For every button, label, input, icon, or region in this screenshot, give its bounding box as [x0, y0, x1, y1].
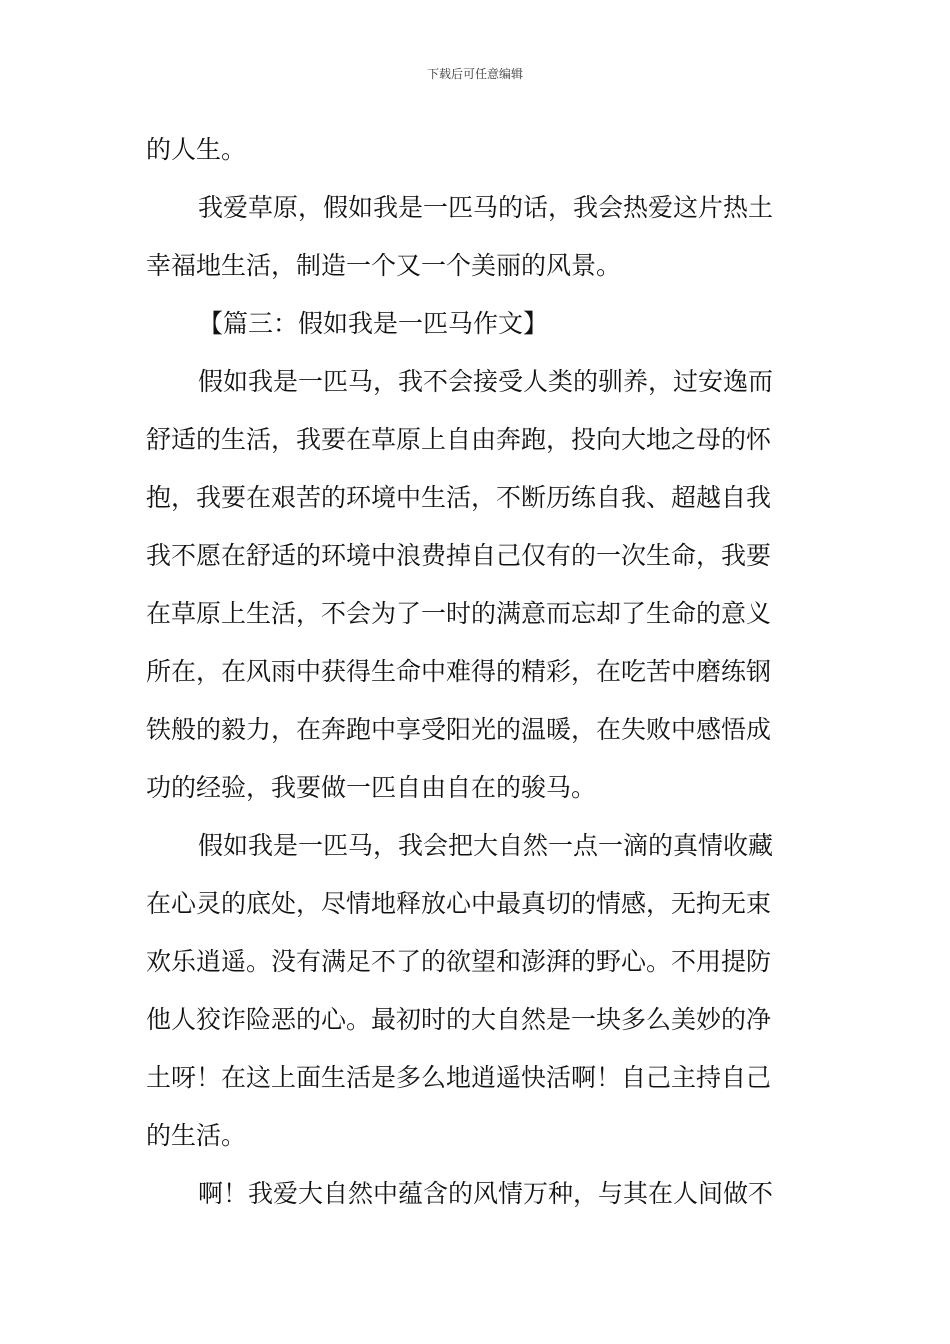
text-line: 抱，我要在艰苦的环境中生活，不断历练自我、超越自我: [146, 483, 772, 512]
text-line: 在心灵的底处，尽情地释放心中最真切的情感，无拘无束: [146, 889, 772, 918]
text-line: 欢乐逍遥。没有满足不了的欲望和澎湃的野心。不用提防: [146, 947, 772, 976]
text-line: 他人狡诈险恶的心。最初时的大自然是一块多么美妙的净: [146, 1005, 772, 1034]
page-header: 下载后可任意编辑: [426, 67, 523, 81]
text-line: 假如我是一匹马，我不会接受人类的驯养，过安逸而: [198, 367, 774, 396]
text-line: 假如我是一匹马，我会把大自然一点一滴的真情收藏: [198, 831, 774, 860]
text-line: 我不愿在舒适的环境中浪费掉自己仅有的一次生命，我要: [146, 541, 772, 570]
text-line: 所在，在风雨中获得生命中难得的精彩，在吃苦中磨练钢: [146, 657, 772, 686]
text-line: 土呀！在这上面生活是多么地逍遥快活啊！自己主持自己: [146, 1063, 772, 1092]
text-line: 的生活。: [146, 1121, 247, 1150]
text-line: 幸福地生活，制造一个又一个美丽的风景。: [146, 251, 622, 280]
text-line: 我爱草原，假如我是一匹马的话，我会热爱这片热土: [198, 193, 774, 222]
body-text: [146, 128, 810, 1230]
text-line: 舒适的生活，我要在草原上自由奔跑，投向大地之母的怀: [146, 425, 772, 454]
text-line: 在草原上生活，不会为了一时的满意而忘却了生命的意义: [146, 599, 772, 628]
section-heading: 【篇三：假如我是一匹马作文】: [198, 309, 549, 338]
text-line: 铁般的毅力，在奔跑中享受阳光的温暖，在失败中感悟成: [146, 715, 772, 744]
text-line: 的人生。: [146, 135, 247, 164]
text-line: 功的经验，我要做一匹自由自在的骏马。: [146, 773, 597, 802]
text-line: 啊！我爱大自然中蕴含的风情万种，与其在人间做不: [198, 1179, 774, 1208]
